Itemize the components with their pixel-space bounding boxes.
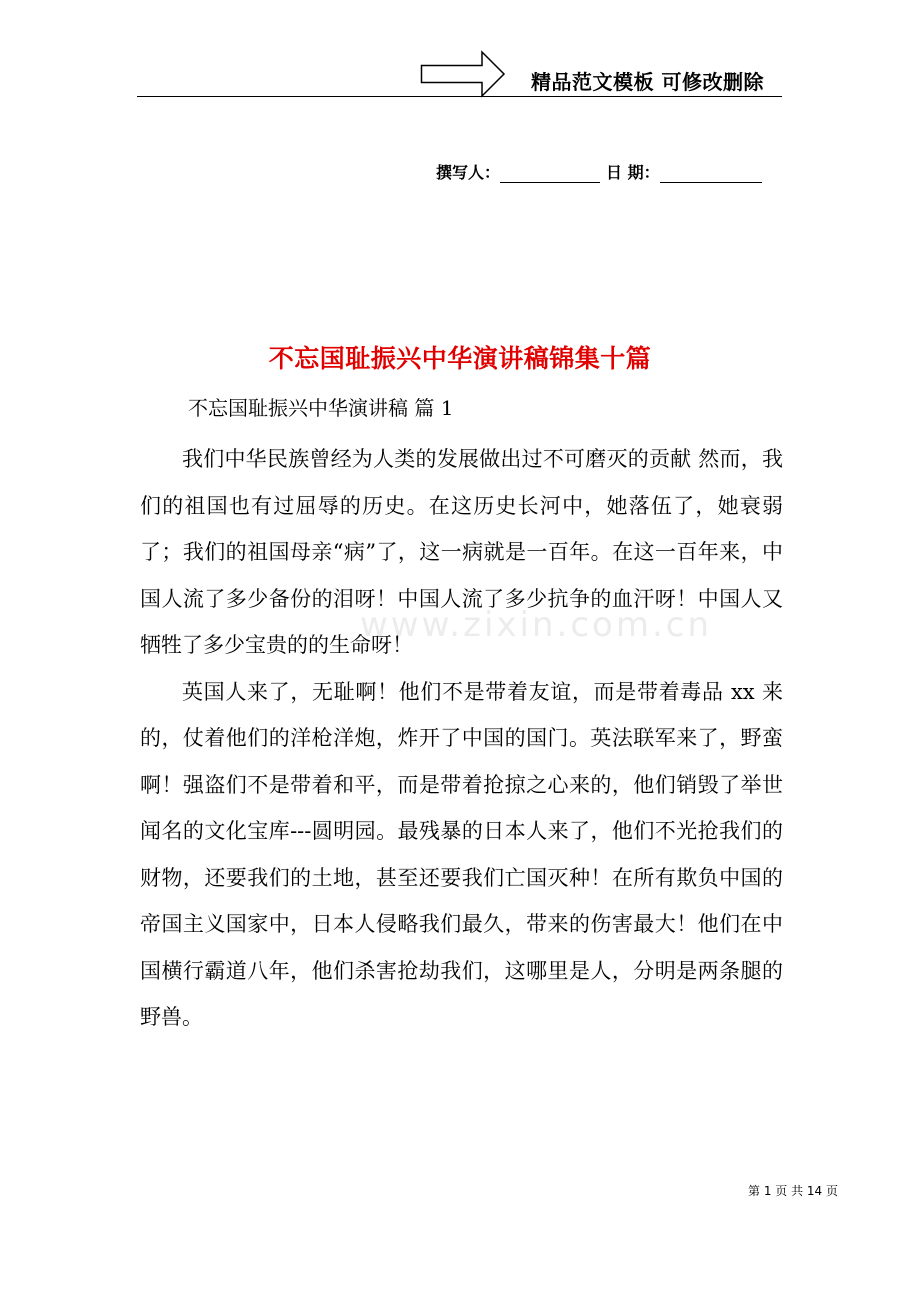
date-label: 日 期：: [606, 163, 660, 182]
date-blank: [660, 164, 762, 183]
header-divider: [137, 96, 782, 97]
paragraph: 英国人来了，无耻啊！他们不是带着友谊，而是带着毒品 xx 来的，仗着他们的洋枪洋炮，炸开了中国的国门。英法联军来了，野蛮啊！强盗们不是带着和平，而是带着抢掠之心来的，他们销毁了举世闻名的文化宝库---圆明园。最残暴的日本人来了，他们不光抢我们的财物，还要我们的土地，甚至还要我们亡国灭种！在所有欺负中国的帝国主义国家中，日本人侵略我们最久，带来的伤害最大！他们在中国横行霸道八年，他们杀害抢劫我们，这哪里是人，分明是两条腿的野兽。: [140, 679, 783, 1029]
header-label: 精品范文模板 可修改删除: [531, 70, 764, 94]
author-label: 撰写人：: [436, 163, 501, 182]
document-title: 不忘国耻振兴中华演讲稿锦集十篇: [268, 344, 652, 373]
section-heading: 不忘国耻振兴中华演讲稿 篇 1: [188, 396, 454, 420]
paragraph: 我们中华民族曾经为人类的发展做出过不可磨灭的贡献 然而，我们的祖国也有过屈辱的历史。在这历史长河中，她落伍了，她衰弱了；我们的祖国母亲“病”了，这一病就是一百年。在这一百年来，中国人流了多少备份的泪呀！中国人流了多少抗争的血汗呀！中国人又牺牲了多少宝贵的的生命呀！: [140, 447, 783, 657]
page-number: 第 1 页 共 14 页: [748, 1184, 838, 1198]
arrow-icon: [420, 50, 506, 98]
signature-line: [436, 160, 762, 183]
author-blank: [500, 164, 600, 183]
watermark: www.zixin.com.cn: [360, 605, 712, 645]
document-body: [140, 436, 783, 1041]
